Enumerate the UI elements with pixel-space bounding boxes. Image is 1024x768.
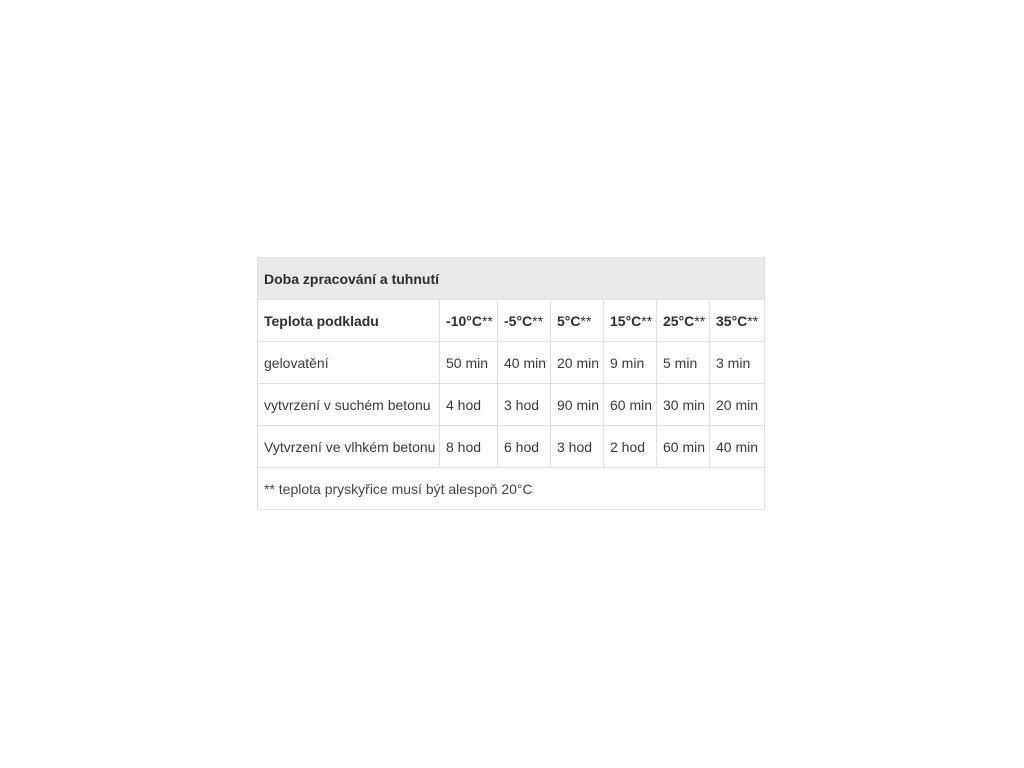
table-cell: 8 hod	[440, 426, 498, 468]
table-cell: 3 hod	[498, 384, 551, 426]
table-cell: 2 hod	[604, 426, 657, 468]
header-temp-mark: **	[532, 312, 544, 329]
table-caption-row	[258, 258, 765, 300]
table-cell: 3 hod	[551, 426, 604, 468]
header-temp-mark: **	[747, 312, 759, 329]
table-cell: 60 min	[657, 426, 710, 468]
header-temp-value: 15°C	[610, 312, 642, 329]
table-footnote: ** teplota pryskyřice musí být alespoň 20°C	[258, 468, 765, 510]
table-caption: Doba zpracování a tuhnutí	[258, 258, 765, 300]
header-temp-cell	[498, 300, 551, 342]
header-temp-value: 35°C	[716, 312, 748, 329]
table-cell: 5 min	[657, 342, 710, 384]
row-label: gelovatění	[258, 342, 440, 384]
table-cell: 3 min	[710, 342, 765, 384]
header-temp-value: -10°C	[446, 312, 482, 329]
table-cell: 30 min	[657, 384, 710, 426]
cure-time-table-container	[257, 257, 764, 510]
table-cell: 4 hod	[440, 384, 498, 426]
cure-time-table	[257, 257, 765, 510]
header-temp-cell	[657, 300, 710, 342]
header-temp-mark: **	[641, 312, 653, 329]
row-label: Vytvrzení ve vlhkém betonu	[258, 426, 440, 468]
header-temp-value: -5°C	[504, 312, 533, 329]
table-row	[258, 384, 765, 426]
row-label: vytvrzení v suchém betonu	[258, 384, 440, 426]
table-cell: 9 min	[604, 342, 657, 384]
header-temp-cell	[710, 300, 765, 342]
table-cell: 60 min	[604, 384, 657, 426]
table-cell: 40 min	[710, 426, 765, 468]
table-cell: 20 min	[551, 342, 604, 384]
table-cell: 6 hod	[498, 426, 551, 468]
header-temp-value: 5°C	[557, 312, 581, 329]
header-temp-mark: **	[694, 312, 706, 329]
header-temp-value: 25°C	[663, 312, 695, 329]
table-cell: 20 min	[710, 384, 765, 426]
table-cell: 90 min	[551, 384, 604, 426]
header-temp-cell	[604, 300, 657, 342]
header-temp-cell	[551, 300, 604, 342]
table-cell: 50 min	[440, 342, 498, 384]
table-footnote-row	[258, 468, 765, 510]
header-temp-mark: **	[481, 312, 493, 329]
header-temp-mark: **	[580, 312, 592, 329]
table-header-row	[258, 300, 765, 342]
table-cell: 40 min	[498, 342, 551, 384]
table-row	[258, 426, 765, 468]
header-label: Teplota podkladu	[258, 300, 440, 342]
table-row	[258, 342, 765, 384]
header-temp-cell	[440, 300, 498, 342]
